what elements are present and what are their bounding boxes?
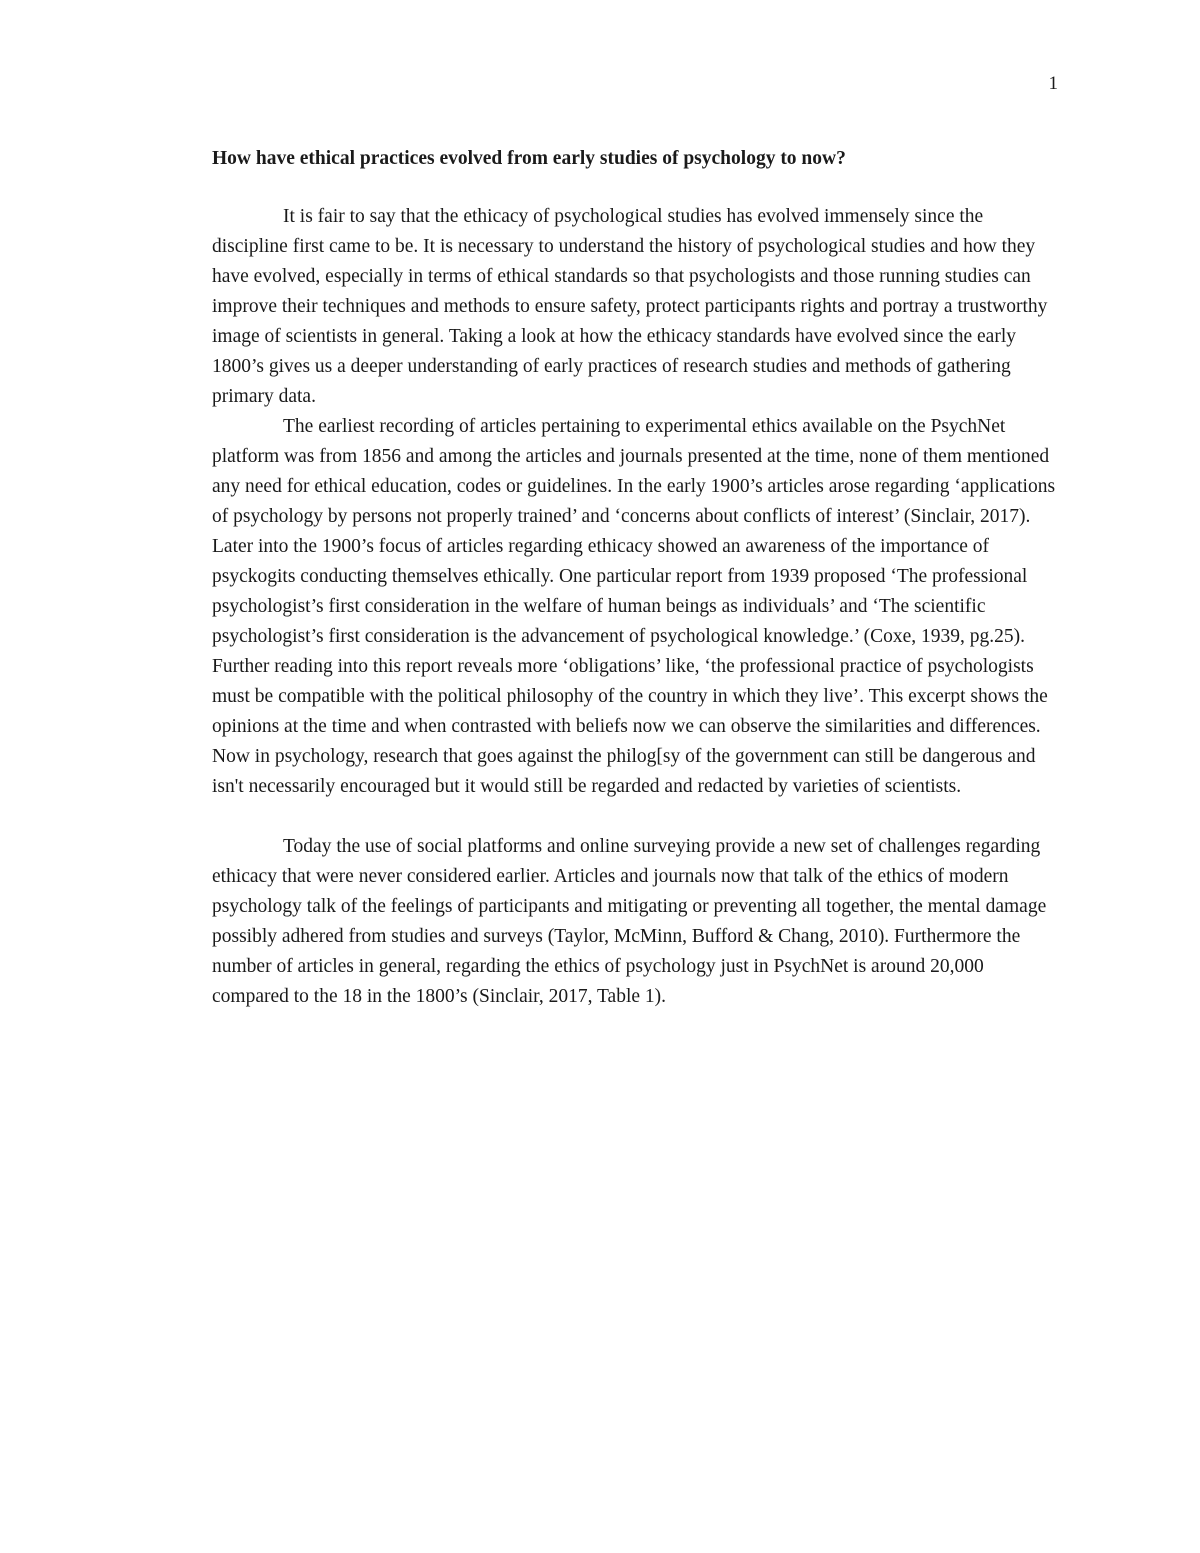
document-body	[212, 144, 1062, 1012]
paragraph-history: The earliest recording of articles pertaining to experimental ethics available on the PsychNet platform was from 1856 and among the articles and journals presented at the time, none of them mentioned any need for ethical education, codes or guidelines. In the early 1900’s articles arose regarding ‘applications of psychology by persons not properly trained’ and ‘concerns about conflicts of interest’ (Sinclair, 2017). Later into the 1900’s focus of articles regarding ethicacy showed an awareness of the importance of psyckogits conducting themselves ethically. One particular report from 1939 proposed ‘The professional psychologist’s first consideration in the welfare of human beings as individuals’ and ‘The scientific psychologist’s first consideration is the advancement of psychological knowledge.’ (Coxe, 1939, pg.25). Further reading into this report reveals more ‘obligations’ like, ‘the professional practice of psychologists must be compatible with the political philosophy of the country in which they live’. This excerpt shows the opinions at the time and when contrasted with beliefs now we can observe the similarities and differences. Now in psychology, research that goes against the philog[sy of the government can still be dangerous and isn't necessarily encouraged but it would still be regarded and redacted by varieties of scientists.	[212, 416, 1056, 797]
page-number: 1	[1048, 73, 1058, 94]
paragraph-introduction: It is fair to say that the ethicacy of psychological studies has evolved immensely since the discipline first came to be. It is necessary to understand the history of psychological studies and how they have evolved, especially in terms of ethical standards so that psychologists and those running studies can improve their techniques and methods to ensure safety, protect participants rights and portray a trustworthy image of scientists in general. Taking a look at how the ethicacy standards have evolved since the early 1800’s gives us a deeper understanding of early practices of research studies and methods of gathering primary data.	[212, 206, 1048, 407]
paragraph-spacer	[212, 802, 1062, 832]
paragraph-modern: Today the use of social platforms and online surveying provide a new set of challenges regarding ethicacy that were never considered earlier. Articles and journals now that talk of the ethics of modern psychology talk of the feelings of participants and mitigating or preventing all together, the mental damage possibly adhered from studies and surveys (Taylor, McMinn, Bufford & Chang, 2010). Furthermore the number of articles in general, regarding the ethics of psychology just in PsychNet is around 20,000 compared to the 18 in the 1800’s (Sinclair, 2017, Table 1).	[212, 836, 1047, 1007]
document-title: How have ethical practices evolved from early studies of psychology to now?	[212, 148, 846, 169]
